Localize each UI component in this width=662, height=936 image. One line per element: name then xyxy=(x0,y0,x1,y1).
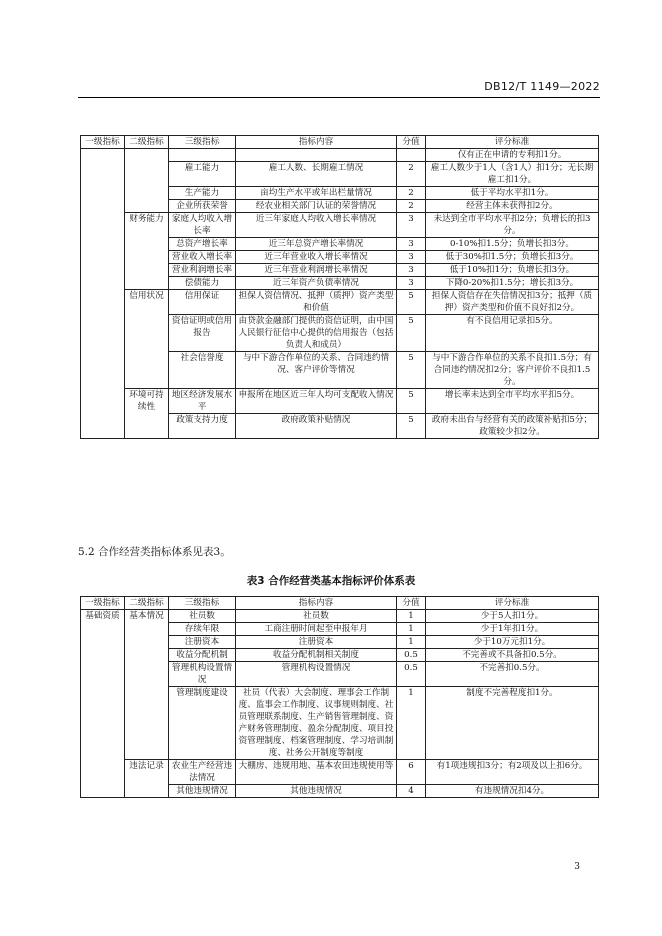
table-row xyxy=(81,610,599,623)
criteria-cell: 低于平均水平扣1分。 xyxy=(426,187,599,200)
header-criteria: 评分标准 xyxy=(426,597,599,610)
table-row xyxy=(81,213,599,238)
page-number: 3 xyxy=(574,862,580,872)
l2-cell: 信用状况 xyxy=(125,290,169,389)
l3-cell: 生产能力 xyxy=(169,187,236,200)
l3-cell: 信用保证 xyxy=(169,290,236,315)
score-cell: 3 xyxy=(397,213,426,238)
score-cell: 2 xyxy=(397,187,426,200)
l2-cell: 基本情况 xyxy=(125,610,169,760)
header-l3: 三级指标 xyxy=(169,597,236,610)
score-cell: 1 xyxy=(397,636,426,649)
l1-cell: 基础资质 xyxy=(81,610,125,798)
criteria-cell: 经营主体未获得扣2分。 xyxy=(426,200,599,213)
content-cell: 其他违规情况 xyxy=(236,785,397,798)
score-cell: 1 xyxy=(397,610,426,623)
criteria-cell: 有不良信用记录扣5分。 xyxy=(426,315,599,352)
score-cell: 6 xyxy=(397,760,426,785)
criteria-cell: 少于10万元扣1分。 xyxy=(426,636,599,649)
l3-cell: 社员数 xyxy=(169,610,236,623)
criteria-cell: 不完善或不具备扣0.5分。 xyxy=(426,649,599,662)
score-cell: 5 xyxy=(397,389,426,414)
table-row xyxy=(81,760,599,785)
l3-cell: 管理机构设置情况 xyxy=(169,662,236,687)
criteria-cell: 不完善扣0.5分。 xyxy=(426,662,599,687)
l3-cell: 其他违规情况 xyxy=(169,785,236,798)
l2-cell: 环境可持续性 xyxy=(125,389,169,439)
header-content: 指标内容 xyxy=(236,136,397,149)
content-cell: 社员数 xyxy=(236,610,397,623)
score-cell: 3 xyxy=(397,277,426,290)
l3-cell: 总资产增长率 xyxy=(169,238,236,251)
content-cell: 经农业相关部门认证的荣誉情况 xyxy=(236,200,397,213)
content-cell: 管理机构设置情况 xyxy=(236,662,397,687)
l1-cell-empty xyxy=(81,149,125,439)
score-cell: 5 xyxy=(397,290,426,315)
header-l2: 二级指标 xyxy=(125,136,169,149)
header-rule xyxy=(78,97,600,98)
l3-cell: 企业所获荣誉 xyxy=(169,200,236,213)
criteria-cell: 担保人资信存在失信情况扣3分；抵押（质押）资产类型和价值不良好扣2分。 xyxy=(426,290,599,315)
cooperative-indicator-table xyxy=(80,596,599,798)
l3-cell: 管理制度建设 xyxy=(169,687,236,760)
score-cell: 1 xyxy=(397,623,426,636)
content-cell: 申报所在地区近三年人均可支配收入情况 xyxy=(236,389,397,414)
content-cell: 工商注册时间起至申报年月 xyxy=(236,623,397,636)
l3-cell: 家庭人均收入增长率 xyxy=(169,213,236,238)
criteria-cell: 少于1年扣1分。 xyxy=(426,623,599,636)
content-cell: 收益分配机制相关制度 xyxy=(236,649,397,662)
l3-cell: 雇工能力 xyxy=(169,162,236,187)
criteria-cell: 政府未出台与经营有关的政策补贴扣5分；政策较少扣2分。 xyxy=(426,414,599,439)
score-cell: 5 xyxy=(397,315,426,352)
content-cell: 雇工人数、长期雇工情况 xyxy=(236,162,397,187)
table-caption: 表3 合作经营类基本指标评价体系表 xyxy=(246,575,416,587)
header-l3: 三级指标 xyxy=(169,136,236,149)
l3-cell: 偿债能力 xyxy=(169,277,236,290)
criteria-cell: 有违规情况扣4分。 xyxy=(426,785,599,798)
header-criteria: 评分标准 xyxy=(426,136,599,149)
content-cell: 与中下游合作单位的关系、合同违约情况、客户评价等情况 xyxy=(236,352,397,389)
l3-cell: 营业利润增长率 xyxy=(169,264,236,277)
criteria-cell: 下降0-20%扣1.5分；增长扣3分。 xyxy=(426,277,599,290)
table-row xyxy=(81,149,599,162)
criteria-cell: 制度不完善程度扣1分。 xyxy=(426,687,599,760)
score-cell: 3 xyxy=(397,264,426,277)
l3-cell: 注册资本 xyxy=(169,636,236,649)
content-cell: 政府政策补贴情况 xyxy=(236,414,397,439)
content-cell: 亩均生产水平或年出栏量情况 xyxy=(236,187,397,200)
l3-cell: 收益分配机制 xyxy=(169,649,236,662)
l3-cell: 资信证明或信用报告 xyxy=(169,315,236,352)
l3-cell: 社会信誉度 xyxy=(169,352,236,389)
document-code: DB12/T 1149—2022 xyxy=(484,80,600,93)
table-header-row xyxy=(81,597,599,610)
content-cell: 由贷款金融部门提供的资信证明，由中国人民银行征信中心提供的信用报告（包括负责人和成员） xyxy=(236,315,397,352)
l3-cell: 地区经济发展水平 xyxy=(169,389,236,414)
criteria-cell: 低于30%扣1.5分；负增长扣3分。 xyxy=(426,251,599,264)
score-cell: 0.5 xyxy=(397,662,426,687)
content-cell: 近三年资产负债率情况 xyxy=(236,277,397,290)
score-cell: 1 xyxy=(397,687,426,760)
criteria-cell: 增长率未达到全市平均水平扣5分。 xyxy=(426,389,599,414)
criteria-cell: 有1项违规扣3分；有2项及以上扣6分。 xyxy=(426,760,599,785)
l3-cell: 存续年限 xyxy=(169,623,236,636)
content-cell: 近三年营业收入增长率情况 xyxy=(236,251,397,264)
l3-cell: 农业生产经营违法情况 xyxy=(169,760,236,785)
criteria-cell: 0-10%扣1.5分；负增长扣3分。 xyxy=(426,238,599,251)
score-cell: 3 xyxy=(397,238,426,251)
table-row xyxy=(81,389,599,414)
l2-cell: 违法记录 xyxy=(125,760,169,798)
section-heading: 5.2 合作经营类指标体系见表3。 xyxy=(78,546,231,558)
l3-cell: 政策支持力度 xyxy=(169,414,236,439)
content-cell: 近三年总资产增长率情况 xyxy=(236,238,397,251)
criteria-cell: 雇工人数少于1人（含1人）扣1分；无长期雇工扣1分。 xyxy=(426,162,599,187)
header-score: 分值 xyxy=(397,136,426,149)
l2-cell-empty xyxy=(125,149,169,213)
criteria-cell: 低于10%扣1分；负增长扣3分。 xyxy=(426,264,599,277)
score-cell: 5 xyxy=(397,352,426,389)
score-cell: 2 xyxy=(397,162,426,187)
score-cell: 5 xyxy=(397,414,426,439)
content-cell: 近三年家庭人均收入增长率情况 xyxy=(236,213,397,238)
score-cell: 4 xyxy=(397,785,426,798)
criteria-cell: 仅有正在申请的专利扣1分。 xyxy=(426,149,599,162)
content-cell: 近三年营业利润增长率情况 xyxy=(236,264,397,277)
header-content: 指标内容 xyxy=(236,597,397,610)
score-cell: 0.5 xyxy=(397,649,426,662)
score-cell: 3 xyxy=(397,251,426,264)
content-cell: 社员（代表）大会制度、理事会工作制度、监事会工作制度、议事规则制度、社员管理联系制度、生产销售管理制度、资产财务管理制度、盈余分配制度、项目投资管理制度、档案管理制度、学习培训制度、社务公开制度等制度 xyxy=(236,687,397,760)
table-header-row xyxy=(81,136,599,149)
criteria-cell: 与中下游合作单位的关系不良扣1.5分；有合同违约情况扣2分；客户评价不良扣1.5分。 xyxy=(426,352,599,389)
score-cell: 2 xyxy=(397,200,426,213)
indicator-table-continued xyxy=(80,135,599,439)
header-l1: 一级指标 xyxy=(81,136,125,149)
header-l1: 一级指标 xyxy=(81,597,125,610)
content-cell: 注册资本 xyxy=(236,636,397,649)
content-cell: 大棚房、违规用地、基本农田违规使用等 xyxy=(236,760,397,785)
header-l2: 二级指标 xyxy=(125,597,169,610)
content-cell: 担保人资信情况、抵押（质押）资产类型和价值 xyxy=(236,290,397,315)
l3-cell: 营业收入增长率 xyxy=(169,251,236,264)
table-row xyxy=(81,290,599,315)
criteria-cell: 少于5人扣1分。 xyxy=(426,610,599,623)
l2-cell: 财务能力 xyxy=(125,213,169,290)
header-score: 分值 xyxy=(397,597,426,610)
criteria-cell: 未达到全市平均水平扣2分；负增长的扣3分。 xyxy=(426,213,599,238)
